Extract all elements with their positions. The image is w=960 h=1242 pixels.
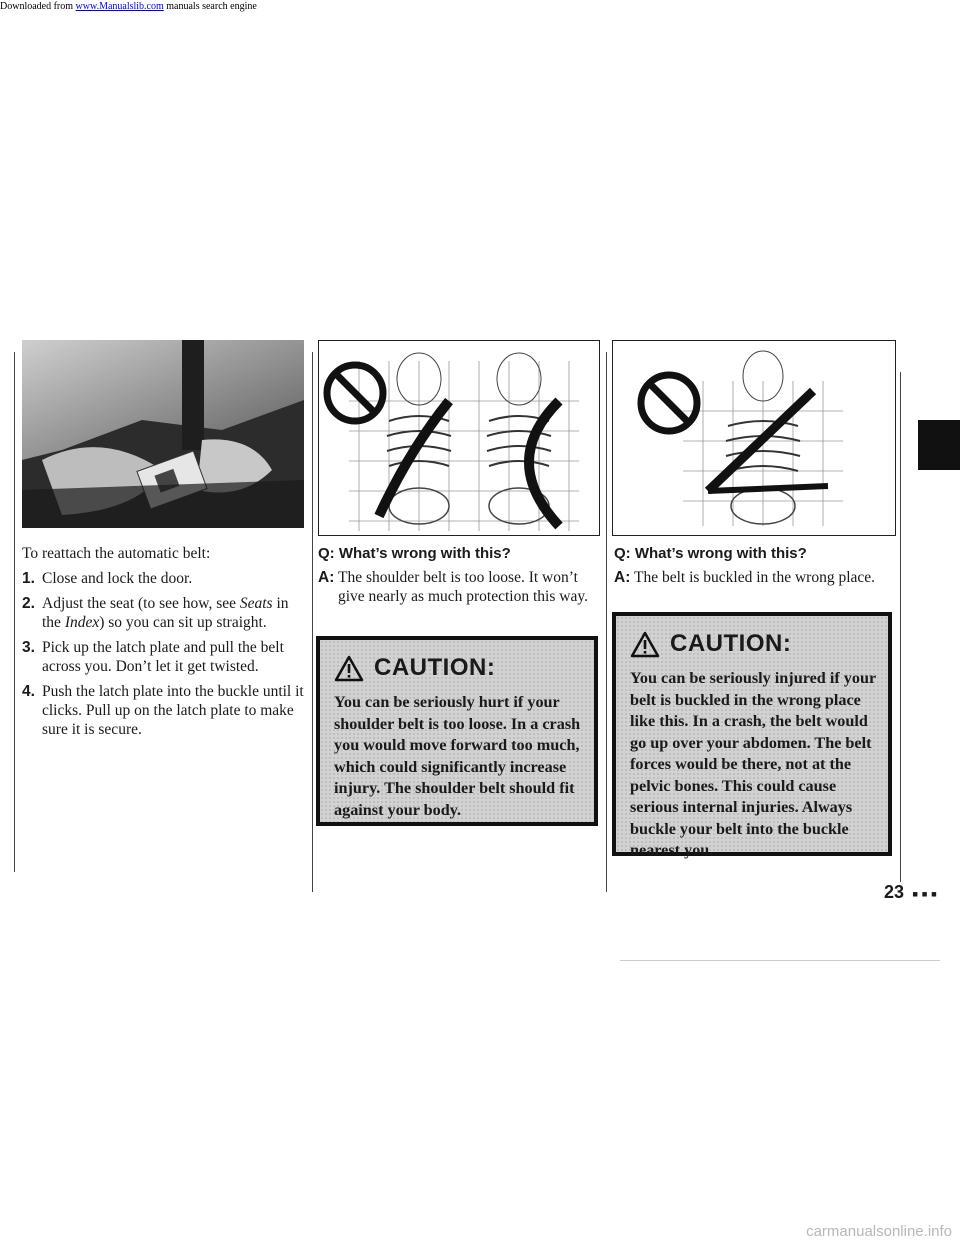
- divider-line: [900, 372, 901, 882]
- question-text: What’s wrong with this?: [338, 545, 511, 562]
- header-suffix: manuals search engine: [166, 1, 257, 12]
- list-item: [22, 638, 307, 676]
- answer-text: The shoulder belt is too loose. It won’t give nearly as much protection this way.: [338, 569, 588, 605]
- step-text: Pick up the latch plate and pull the belt across you. Don’t let it get twisted.: [42, 639, 284, 675]
- prohibited-circle-icon: [327, 365, 383, 421]
- steps-list: [22, 569, 307, 739]
- step-text-mid: in the: [42, 595, 289, 631]
- question-text: What’s wrong with this?: [634, 545, 807, 562]
- list-item: [22, 682, 307, 739]
- step-number: 1.: [22, 570, 35, 587]
- loose-belt-qa: [318, 544, 600, 606]
- caution-header: [630, 630, 888, 658]
- warning-triangle-icon: [630, 631, 660, 658]
- question: [318, 544, 600, 563]
- divider-line: [14, 352, 15, 872]
- index-reference: Index: [64, 614, 100, 631]
- answer: [318, 568, 600, 606]
- manualslib-link[interactable]: www.Manualslib.com: [75, 1, 164, 12]
- watermark: carmanualsonline.info: [806, 1223, 952, 1240]
- step-text: Close and lock the door.: [42, 570, 193, 587]
- list-item: [22, 569, 307, 588]
- seats-reference: Seats: [239, 595, 273, 612]
- answer-text: The belt is buckled in the wrong place.: [634, 569, 876, 586]
- caution-box-wrong-buckle: [612, 612, 892, 859]
- question-label: Q:: [614, 545, 631, 562]
- page-dots: ▪▪▪: [912, 884, 941, 904]
- divider-line: [312, 352, 313, 892]
- bottom-rule: [620, 960, 940, 961]
- caution-title: CAUTION:: [670, 630, 792, 657]
- wrong-buckle-illustration: [612, 340, 896, 536]
- caution-text: You can be seriously hurt if your shoulder belt is too loose. In a crash you would move forward too much, which could significantly increase injury. The shoulder belt should fit against your body.: [334, 693, 581, 819]
- divider-line: [606, 352, 607, 892]
- caution-title: CAUTION:: [374, 654, 496, 681]
- prohibited-circle-icon: [641, 375, 697, 431]
- caution-header: [334, 654, 594, 682]
- caution-text: You can be seriously injured if your belt is buckled in the wrong place like this. In a crash, the belt would go up over your abdomen. The belt forces would be there, not at the pelvic bones. This could cause serious internal injuries. Always buckle your belt into the buckle nearest you.: [630, 669, 876, 859]
- step-text: Push the latch plate into the buckle until it clicks. Pull up on the latch plate to make sure it is secure.: [42, 683, 304, 738]
- step-number: 3.: [22, 639, 35, 656]
- answer: [614, 568, 896, 587]
- list-item: [22, 594, 307, 632]
- answer-label: A:: [318, 569, 335, 586]
- seatbelt-latch-photo: [22, 340, 304, 528]
- step-text-post: ) so you can sit up straight.: [99, 614, 267, 631]
- wrong-buckle-qa: [614, 544, 896, 587]
- loose-belt-illustration: [318, 340, 600, 536]
- reattach-instructions: [22, 544, 307, 745]
- intro-text: To reattach the automatic belt:: [22, 545, 211, 562]
- step-number: 2.: [22, 595, 35, 612]
- section-tab: [918, 420, 960, 470]
- answer-label: A:: [614, 569, 631, 586]
- page-number: 23: [884, 882, 905, 902]
- step-text-pre: Adjust the seat (to see how, see: [42, 595, 240, 612]
- warning-triangle-icon: [334, 655, 364, 682]
- step-number: 4.: [22, 683, 35, 700]
- question: [614, 544, 896, 563]
- caution-box-loose-belt: [316, 636, 598, 826]
- download-header: [0, 0, 960, 14]
- header-prefix: Downloaded from: [0, 1, 74, 12]
- question-label: Q:: [318, 545, 335, 562]
